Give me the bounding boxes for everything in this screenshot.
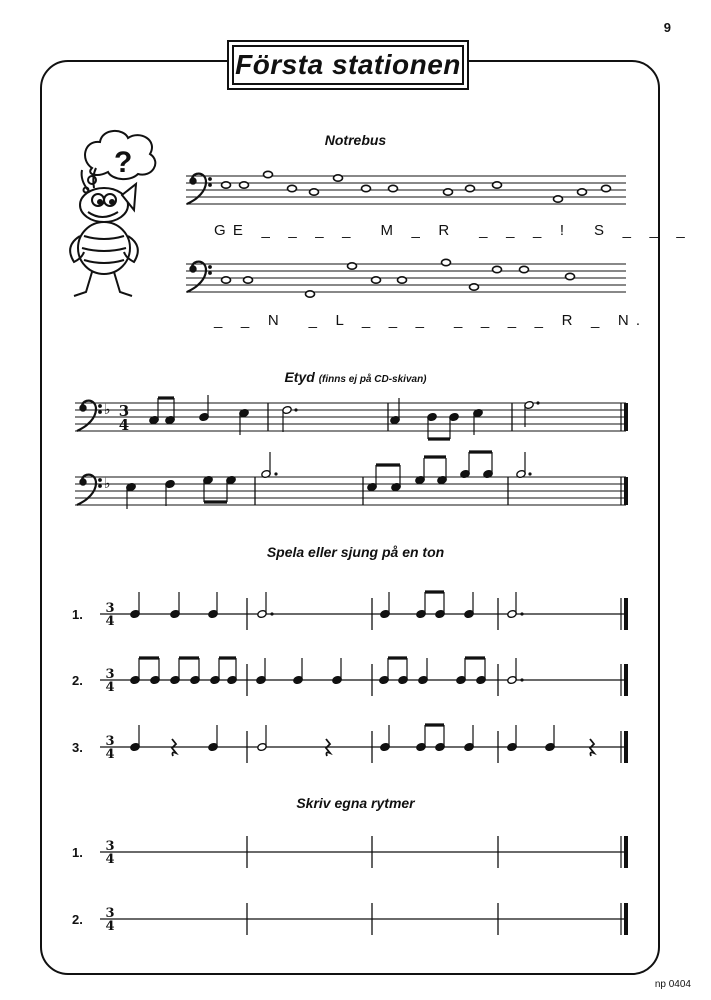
whole-note: [566, 273, 575, 279]
whole-note: [444, 189, 453, 195]
whole-note: [240, 182, 249, 188]
rebus-line-1: GE _ _ _ _ M _ R _ _ _ ! S _ _ _: [214, 222, 692, 239]
bass-clef: [187, 174, 211, 204]
time-signature-bottom: 4: [105, 919, 115, 934]
time-signature-top: 3: [105, 839, 115, 854]
whole-note: [520, 266, 529, 272]
dot: [536, 401, 539, 404]
whole-note: [398, 277, 407, 283]
dot: [528, 472, 531, 475]
spela-heading: Spela eller sjung på en ton: [266, 544, 445, 560]
svg-text:?: ?: [114, 146, 133, 179]
dot: [294, 408, 297, 411]
whole-note: [288, 185, 297, 191]
time-signature-top: 3: [118, 402, 130, 420]
dot: [270, 612, 273, 615]
bug-illustration: [70, 131, 155, 296]
row-label: 3.: [72, 740, 83, 755]
flat-sign: ♭: [104, 476, 111, 492]
time-signature-bottom: 4: [105, 852, 115, 867]
whole-note: [306, 291, 315, 297]
bass-clef: [187, 262, 211, 292]
whole-note: [222, 182, 231, 188]
time-signature-top: 3: [105, 734, 115, 749]
time-signature-top: 3: [105, 667, 115, 682]
bass-clef: [77, 401, 101, 431]
whole-note: [244, 277, 253, 283]
notrebus-heading: Notrebus: [324, 132, 387, 148]
whole-note: [334, 175, 343, 181]
whole-note: [362, 185, 371, 191]
row-label: 2.: [72, 673, 83, 688]
whole-note: [222, 277, 231, 283]
whole-note: [602, 185, 611, 191]
etyd-note: (finns ej på CD-skivan): [318, 374, 427, 385]
dot: [520, 612, 523, 615]
time-signature-top: 3: [105, 601, 115, 616]
etyd-title: Etyd: [284, 369, 315, 385]
whole-note: [348, 263, 357, 269]
whole-note: [470, 284, 479, 290]
whole-note: [264, 171, 273, 177]
skriv-heading: Skriv egna rytmer: [296, 795, 415, 811]
time-signature-bottom: 4: [105, 747, 115, 762]
whole-note: [310, 189, 319, 195]
time-signature-bottom: 4: [118, 416, 130, 434]
page-number: 9: [663, 20, 671, 35]
time-signature-bottom: 4: [105, 614, 115, 629]
footer-code: np 0404: [654, 979, 691, 990]
whole-note: [442, 259, 451, 265]
dot: [274, 472, 277, 475]
whole-note: [578, 189, 587, 195]
whole-note: [554, 196, 563, 202]
rebus-line-2: _ _ N _ L _ _ _ _ _ _ _ R _ N.: [214, 312, 648, 329]
whole-note: [493, 266, 502, 272]
whole-note: [389, 185, 398, 191]
time-signature-bottom: 4: [105, 680, 115, 695]
row-label: 1.: [72, 607, 83, 622]
dot: [520, 678, 523, 681]
page-title: Första stationen: [232, 45, 464, 85]
whole-note: [466, 185, 475, 191]
flat-sign: ♭: [104, 402, 111, 418]
row-label: 2.: [72, 912, 83, 927]
whole-note: [493, 182, 502, 188]
whole-note: [372, 277, 381, 283]
bass-clef: [77, 475, 101, 505]
time-signature-top: 3: [105, 906, 115, 921]
row-label: 1.: [72, 845, 83, 860]
